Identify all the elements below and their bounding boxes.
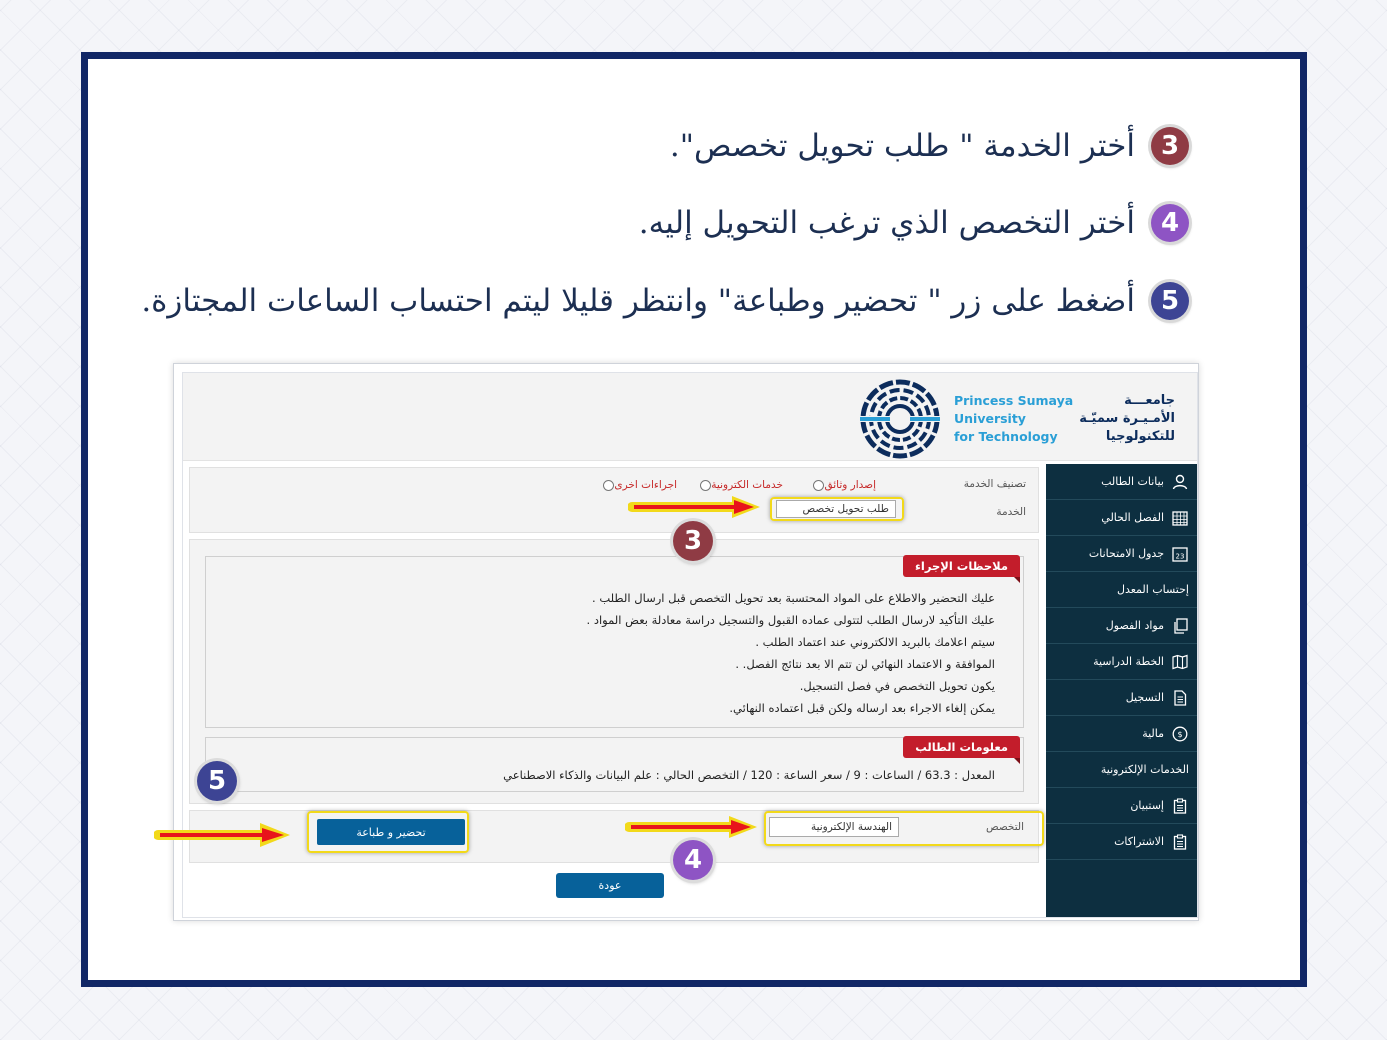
note-line: الموافقة و الاعتماد النهائي لن تتم الا بعد نتائج الفصل. . [735, 657, 995, 671]
radio-other-procedures[interactable] [595, 479, 677, 491]
sidebar-item-label: الخطة الدراسية [1093, 655, 1164, 668]
map-icon [1171, 653, 1189, 671]
step-badge: 5 [1151, 282, 1189, 320]
note-line: يمكن إلغاء الاجراء بعد ارساله ولكن قبل اعتماده النهائي. [729, 701, 995, 715]
instruction-text: أضغط على زر " تحضير وطباعة" وانتظر قليلا ليتم احتساب الساعات المجتازة. [141, 283, 1135, 319]
step-badge: 4 [1151, 204, 1189, 242]
radio-label: اجراءات اخرى [614, 479, 677, 491]
note-line: سيتم اعلامك بالبريد الالكتروني عند اعتماد الطلب . [755, 635, 995, 649]
logo-en-line: Princess Sumaya [953, 393, 1074, 408]
sidebar-item-label: بيانات الطالب [1101, 475, 1164, 488]
copy-icon [1171, 617, 1189, 635]
service-label: الخدمة [996, 506, 1026, 518]
note-line: يكون تحويل التخصص في فصل التسجيل. [799, 679, 995, 693]
logo-ar-line: الأمـيـرة سميّـة [1079, 411, 1175, 426]
step-badge: 3 [1151, 127, 1189, 165]
arrow-to-major-icon [625, 814, 761, 840]
sidebar-item-semester-courses[interactable] [1046, 608, 1197, 644]
sidebar-item-subscriptions[interactable] [1046, 824, 1197, 860]
instruction-step-4 [639, 204, 1189, 242]
instruction-step-5 [141, 282, 1189, 320]
logo-en-line: University [953, 411, 1026, 426]
svg-text:$: $ [1177, 729, 1183, 739]
instruction-text: أختر التخصص الذي ترغب التحويل إليه. [638, 205, 1135, 241]
procedure-notes-title: ملاحظات الإجراء [903, 555, 1020, 577]
sidebar-item-label: الفصل الحالي [1101, 511, 1164, 524]
procedure-notes-box [205, 556, 1024, 728]
document-icon [1171, 689, 1189, 707]
note-line: عليك التأكيد لارسال الطلب لتتولى عماده القبول والتسجيل دراسة معادلة بعض المواد . [586, 613, 995, 627]
sidebar-item-current-semester[interactable] [1046, 500, 1197, 536]
major-selection-panel [189, 810, 1039, 863]
svg-text:23: 23 [1175, 552, 1185, 560]
radio-e-services[interactable] [692, 479, 783, 491]
clipboard-icon [1171, 833, 1189, 851]
note-line: عليك التحضير والاطلاع على المواد المحتسبة بعد تحويل التخصص قبل ارسال الطلب . [592, 591, 995, 605]
sidebar-item-study-plan[interactable] [1046, 644, 1197, 680]
logo-ar-line: جامعـــة [1124, 393, 1175, 408]
sidebar-item-label: مواد الفصول [1105, 619, 1164, 632]
university-emblem-icon [860, 379, 940, 459]
calendar-23-icon [1171, 545, 1189, 563]
back-button[interactable]: عودة [556, 873, 664, 898]
service-select[interactable]: طلب تحويل تخصص [776, 500, 896, 518]
user-icon [1171, 473, 1189, 491]
radio-button[interactable] [700, 480, 711, 491]
sidebar-item-gpa-calc[interactable] [1046, 572, 1197, 608]
dollar-icon [1171, 725, 1189, 743]
sidebar-item-label: مالية [1142, 727, 1164, 740]
sidebar-item-label: التسجيل [1125, 691, 1164, 704]
student-info-line: المعدل : 63.3 / الساعات : 9 / سعر الساعة : 120 / التخصص الحالي : علم البيانات والذكاء الاصطناعي [503, 768, 995, 782]
arrow-to-prepare-icon [154, 821, 294, 849]
sidebar-item-registration[interactable] [1046, 680, 1197, 716]
sidebar-item-label: جدول الامتحانات [1088, 547, 1164, 560]
sidebar-item-student-data[interactable] [1046, 464, 1197, 500]
radio-label: خدمات الكترونية [711, 479, 783, 491]
portal-header [183, 373, 1197, 461]
radio-issue-documents[interactable] [805, 479, 876, 491]
radio-label: إصدار وثائق [824, 479, 876, 491]
sidebar-item-exam-schedule[interactable] [1046, 536, 1197, 572]
sidebar-item-label: الاشتراكات [1114, 835, 1164, 848]
university-logo [860, 379, 1175, 459]
instruction-text: أختر الخدمة " طلب تحويل تخصص". [669, 128, 1135, 164]
sidebar-item-survey[interactable] [1046, 788, 1197, 824]
service-category-label: تصنيف الخدمة [963, 478, 1026, 490]
calendar-grid-icon [1171, 509, 1189, 527]
sidebar-item-label: الخدمات الإلكترونية [1100, 763, 1189, 776]
sidebar-item-finance[interactable] [1046, 716, 1197, 752]
student-info-title: معلومات الطالب [903, 736, 1020, 758]
clipboard-icon [1171, 797, 1189, 815]
major-label: التخصص [985, 821, 1024, 833]
sidebar-item-e-services[interactable] [1046, 752, 1197, 788]
logo-ar-line: للتكنولوجيا [1105, 429, 1175, 444]
sidebar-item-label: إستبيان [1130, 799, 1164, 812]
student-info-box [205, 737, 1024, 792]
sidebar-item-label: إحتساب المعدل [1116, 583, 1189, 596]
radio-button[interactable] [813, 480, 824, 491]
callout-step-5: 5 [197, 761, 237, 801]
arrow-to-service-icon [628, 494, 764, 520]
service-selection-panel [189, 467, 1039, 533]
instruction-step-3 [670, 127, 1189, 165]
logo-en-line: for Technology [953, 429, 1058, 444]
radio-button[interactable] [603, 480, 614, 491]
procedure-panel [189, 539, 1039, 804]
major-select[interactable]: الهندسة الإلكترونية [769, 817, 899, 837]
callout-step-4: 4 [673, 840, 713, 880]
callout-step-3: 3 [673, 521, 713, 561]
sidebar-nav [1046, 464, 1197, 917]
prepare-print-button[interactable]: تحضير و طباعة [317, 819, 465, 845]
